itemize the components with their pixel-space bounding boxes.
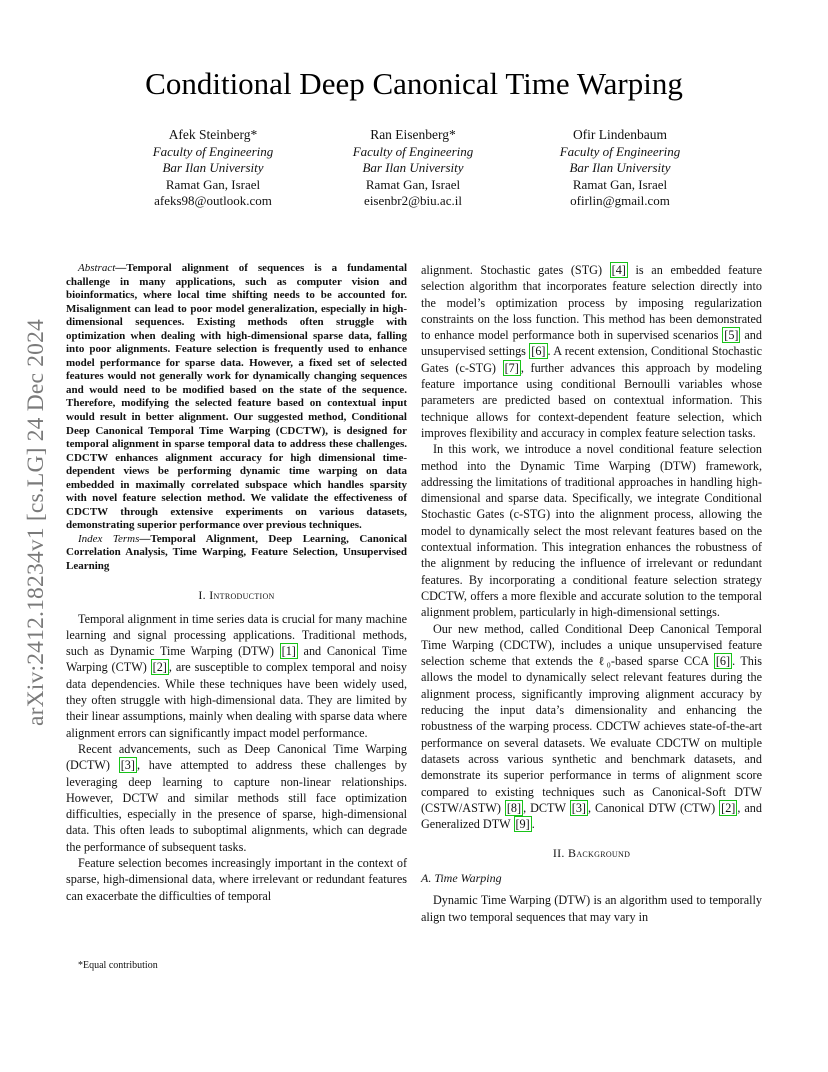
text-run: , have attempted to address these challenges by leveraging deep learning to capture non-linear relationships. However, DCTW and similar methods still face optimization difficulties, especially in the presence of sparse, high-dimensional data. This often leads to suboptimal alignments, which can degrade the performance of subsequent tasks.: [66, 758, 407, 854]
author-email[interactable]: ofirlin@gmail.com: [570, 193, 670, 208]
background-paragraph-1: Dynamic Time Warping (DTW) is an algorithm used to temporally align two temporal sequences that may vary in: [421, 893, 762, 924]
author-name: Afek Steinberg*: [168, 127, 258, 142]
author-city: Ramat Gan, Israel: [365, 176, 461, 192]
arxiv-stamp-text: arXiv:2412.18234v1 [cs.LG] 24 Dec 2024: [23, 318, 50, 726]
text-run: .: [531, 817, 535, 832]
citation-link[interactable]: [8]: [506, 800, 522, 815]
author-email[interactable]: eisenbr2@biu.ac.il: [364, 193, 462, 208]
citation-link[interactable]: [6]: [531, 344, 546, 359]
author-univ: Bar Ilan University: [162, 160, 264, 175]
citation-link[interactable]: [1]: [281, 644, 296, 659]
intro-paragraph-5: [421, 621, 762, 833]
text-run: , are susceptible to complex temporal and noisy data dependencies. While these techniques have been widely used, they often struggle with high-dimensional data. They are limited by their linear assumptions, mainly when dealing with sparse data where alignment errors can significantly impact model performance.: [66, 660, 407, 740]
arxiv-stamp: [24, 282, 50, 762]
author-dept: Faculty of Engineering: [352, 143, 474, 159]
text-run: . This allows the model to dynamically select relevant features during the alignment process, significantly improving alignment accuracy by reducing the input data’s dimensionality and enhancing the robustness of the warping process. CDCTW achieves state-of-the-art performance on several datasets. We evaluate CDCTW on multiple datasets across various synthetic and benchmark datasets, and demonstrate its superior performance in terms of alignment score compared to existing techniques such as Canonical-Soft DTW (CSTW/ASTW): [421, 654, 762, 815]
citation-link[interactable]: [2]: [721, 800, 736, 815]
citation-link[interactable]: [5]: [724, 328, 739, 343]
citation-link[interactable]: [3]: [120, 758, 135, 773]
author-1: [108, 127, 318, 210]
author-3: [515, 127, 725, 210]
author-name: Ran Eisenberg*: [370, 127, 456, 142]
citation-link[interactable]: [7]: [504, 360, 519, 375]
index-terms-lead: Index Terms: [78, 532, 140, 545]
left-column: [66, 262, 407, 904]
text-run: is an embedded feature selection algorithm that incorporates feature selection directly into the model’s optimization process by imposing regularization constraints on the loss function. This method has been demonstrated to enhance model performance both in supervised scenarios: [421, 263, 762, 343]
text-run: . A recent extension, Conditional Stochastic Gates (c-STG): [421, 344, 762, 375]
index-terms-text: —Temporal Alignment, Deep Learning, Canonical Correlation Analysis, Time Warping, Feature Selection, Unsupervised Learning: [66, 532, 407, 573]
paper-title: Conditional Deep Canonical Time Warping: [145, 66, 683, 101]
text-run: , DCTW: [523, 800, 570, 815]
citation-link[interactable]: [2]: [152, 660, 167, 675]
author-city: Ramat Gan, Israel: [165, 176, 261, 192]
author-city: Ramat Gan, Israel: [572, 176, 668, 192]
abstract: [66, 262, 407, 533]
intro-heading: I. Introduction: [198, 587, 275, 602]
citation-link[interactable]: [6]: [715, 654, 731, 669]
author-name: Ofir Lindenbaum: [572, 127, 668, 142]
abstract-text: —Temporal alignment of sequences is a fundamental challenge in many applications, such as computer vision and bioinformatics, where local time shifting needs to be accounted for. Misalignment can lead to poor model generalization, especially in high-dimensional sequences. Existing methods often struggle with optimization when dealing with high-dimensional sparse data, falling into poor alignments. Feature selection is frequently used to enhance model performance for sparse data. However, a fixed set of selected features would not generally work for dynamically changing sequences and would need to be modified based on the state of the sequence. Therefore, modifying the selected feature based on contextual input would result in better alignment. Our suggested method, Conditional Deep Canonical Temporal Time Warping (CDCTW), is designed for temporal alignment in sparse temporal data to address these challenges. CDCTW enhances alignment accuracy for high dimensional time-dependent views be performing dynamic time warping on data embedded in maximally correlated subspace which handles sparsity with novel feature selection method. We validate the effectiveness of CDCTW through extensive experiments on various datasets, demonstrating superior performance over previous techniques.: [66, 262, 407, 532]
intro-paragraph-2: [66, 741, 407, 855]
text-run: , Canonical DTW (CTW): [588, 800, 720, 815]
citation-link[interactable]: [3]: [571, 800, 586, 815]
text-run: and unsupervised settings: [421, 328, 762, 359]
intro-paragraph-4: In this work, we introduce a novel conditional feature selection method into the Dynamic Time Warping (DTW) framework, addressing the limitations of traditional approaches in handling high-dimensional and sparse data. Specifically, we integrate Conditional Stochastic Gates (c-STG) into the alignment process, allowing the model to dynamically select the most relevant features based on the contextual information. This integration enhances the robustness of the alignment by reducing the influence of irrelevant or redundant features. By incorporating a conditional feature selection strategy CDCTW, offers a more flexible and accurate solution to the temporal alignment problem, particularly in high-dimensional settings.: [421, 442, 762, 620]
author-dept: Faculty of Engineering: [152, 143, 274, 159]
text-run: alignment. Stochastic gates (STG): [421, 263, 610, 277]
text-run: , and Generalized DTW: [421, 800, 762, 832]
footnote: *Equal contribution: [78, 960, 158, 971]
text-run: and Canonical Time Warping (CTW): [66, 644, 408, 675]
time-warping-heading: A. Time Warping: [421, 871, 502, 886]
text-run: , further advances this approach by modeling feature importance using conditional Bernoulli variables whose parameters are predicted based on contextual information. This technique allows for context-dependent feature selection, which improves flexibility and accuracy in complex feature selection tasks.: [421, 360, 762, 440]
citation-link[interactable]: [4]: [611, 263, 626, 277]
author-2: [308, 127, 518, 210]
intro-paragraph-3-continued: [421, 262, 762, 441]
right-column: [421, 262, 762, 925]
author-univ: Bar Ilan University: [362, 160, 464, 175]
abstract-lead: Abstract: [78, 262, 116, 274]
background-heading: II. Background: [552, 846, 631, 861]
text-run: Our new method, called Conditional Deep Canonical Temporal Time Warping (CDCTW), includes a unique unsupervised feature selection scheme that extends the ℓ₀-based sparse CCA: [421, 621, 762, 669]
author-univ: Bar Ilan University: [569, 160, 671, 175]
text-run: Temporal alignment in time series data is crucial for many machine learning and signal processing applications. Traditional methods, such as Dynamic Time Warping (DTW): [66, 611, 407, 659]
author-dept: Faculty of Engineering: [559, 143, 681, 159]
intro-paragraph-3: Feature selection becomes increasingly important in the context of sparse, high-dimensional data, where irrelevant or redundant features can exacerbate the difficulties of temporal: [66, 856, 407, 903]
intro-paragraph-1: [66, 611, 407, 741]
text-run: Recent advancements, such as Deep Canonical Time Warping (DCTW): [66, 741, 407, 773]
citation-link[interactable]: [9]: [515, 817, 530, 832]
author-email[interactable]: afeks98@outlook.com: [154, 193, 272, 208]
index-terms: [66, 533, 407, 574]
